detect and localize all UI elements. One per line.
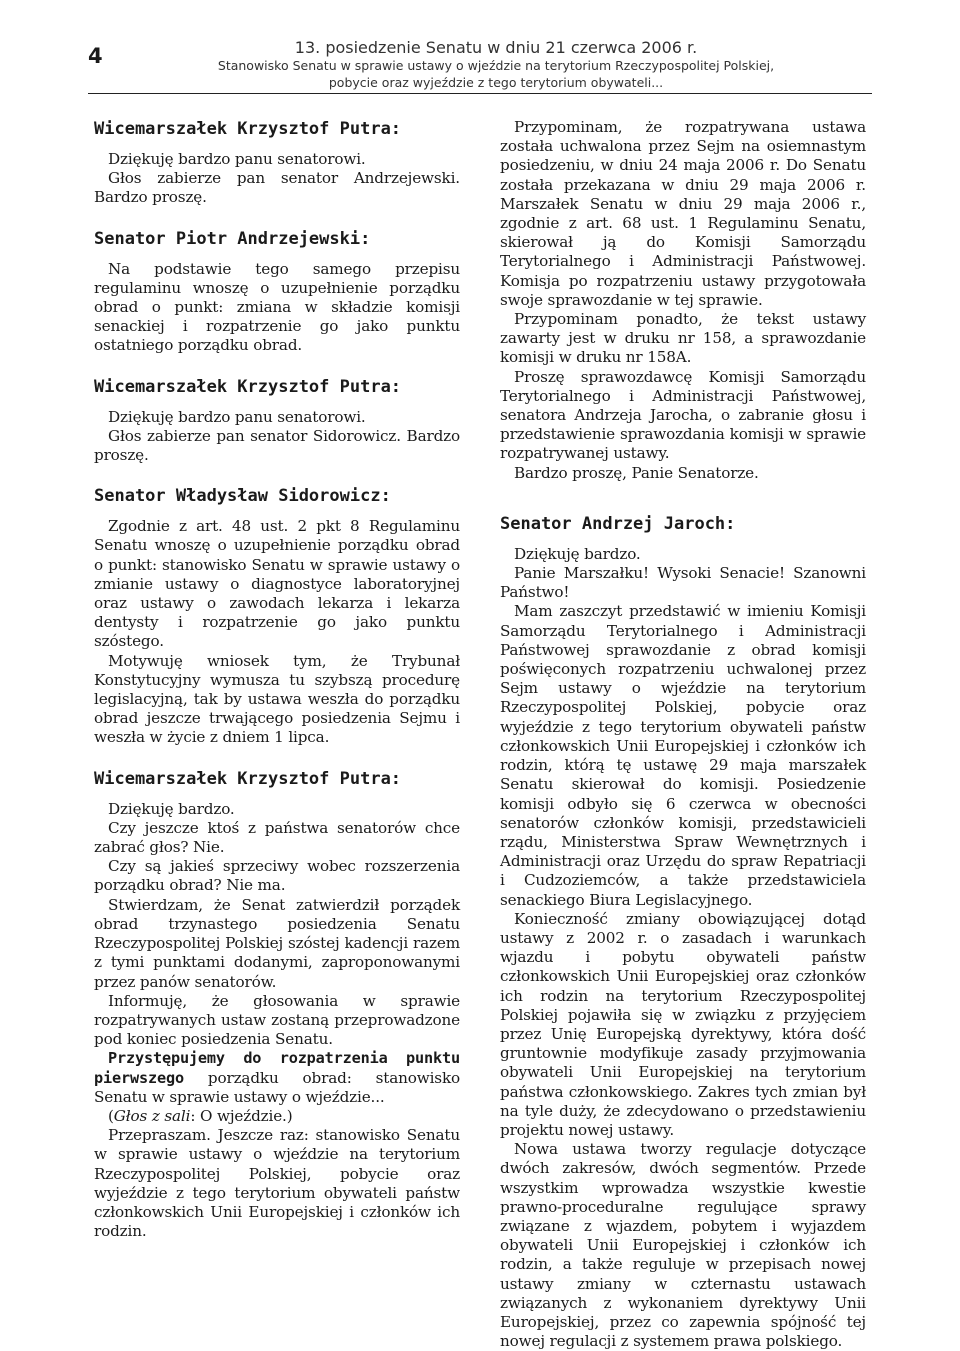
paragraph: Dziękuję bardzo. — [108, 799, 235, 818]
paragraph: Motywuję wniosek tym, że Trybunał Konstytucyjny wymusza tu szybszą procedurę legislacyjną, tak by ustawa weszła do porządku obrad jeszcze trwającego posiedzenia Sejmu i weszła w życie z dniem 1 lipca. — [94, 651, 460, 747]
paragraph: Przypominam, że rozpatrywana ustawa została uchwalona przez Sejm na osiemnastym posiedzeniu, w dniu 24 maja 2006 r. Do Senatu została przekazana w dniu 29 maja 2006 r. Marszałek Senatu w dniu 29 maja 2006 r., zgodnie z art. 68 ust. 1 Regulaminu Senatu, skierował ją do Komisji Samorządu Terytorialnego i Administracji Państwowej. Komisja po rozpatrzeniu ustawy przygotowała swoje sprawozdanie w tej sprawie. — [500, 118, 866, 309]
paragraph: Bardzo proszę, Panie Senatorze. — [514, 463, 759, 482]
speaker-heading: Wicemarszałek Krzysztof Putra: — [94, 376, 402, 397]
paragraph: Informuję, że głosowania w sprawie rozpatrywanych ustaw zostaną przeprowadzone pod koniec posiedzenia Senatu. — [94, 991, 460, 1049]
paragraph: Mam zaszczyt przedstawić w imieniu Komisji Samorządu Terytorialnego i Administracji Państwowej sprawozdanie z obrad komisji poświęconych rozpatrzeniu uchwalonej przez Sejm ustawy o wjeździe na terytorium Rzeczypospolitej Polskiej, pobycie oraz wyjeździe z tego terytorium obywateli państw członkowskich Unii Europejskiej i członków ich rodzin, którą tę ustawę 29 maja marszałek Senatu skierował do komisji. Posiedzenie komisji odbyło się 6 czerwca w obecności senatorów członków komisji, przedstawicieli rządu, Ministerstwa Spraw Wewnętrznych i Administracji oraz Urzędu do spraw Repatriacji i Cudzoziemców, a także przedstawiciela senackiego Biura Legislacyjnego. — [500, 602, 866, 909]
right-column — [500, 118, 866, 1351]
paragraph: Głos zabierze pan senator Andrzejewski. Bardzo proszę. — [94, 169, 460, 207]
paragraph: Czy jeszcze ktoś z państwa senatorów chce zabrać głos? Nie. — [94, 818, 460, 857]
paragraph: Nowa ustawa tworzy regulacje dotyczące dwóch zakresów, dwóch segmentów. Przede wszystkim wprowadza wszystkie kwestie prawno-proceduralne regulujące sprawy związane z wjazdem, pobytem i wyjazdem obywateli Unii Europejskiej i członków ich rodzin, a także reguluje w przepisach nowej ustawy zmiany w czternastu ustawach związanych z wykonaniem dyrektywy Unii Europejskiej, przez co zapewnia spójność tej nowej regulacji z systemem prawa polskiego. — [500, 1140, 866, 1351]
paragraph: Konieczność zmiany obowiązującej dotąd ustawy z 2002 r. o zasadach i warunkach wjazdu i pobytu obywateli państw członkowskich Unii Europejskiej oraz członków ich rodzin na terytorium Rzeczypospolitej Polskiej pojawiła się w związku z przyjęciem przez Unię Europejską dyrektywy, która dość gruntownie modyfikuje zasady przyjmowania obywateli Unii Europejskiej na terytorium państwa członkowskiego. Zakres tych zmian był na tyle duży, że zdecydowano o przedstawieniu projektu nowej ustawy. — [500, 909, 866, 1139]
header-session-line: 13. posiedzenie Senatu w dniu 21 czerwca 2006 r. — [294, 38, 698, 57]
paragraph: Dziękuję bardzo. — [514, 544, 641, 563]
speaker-heading: Senator Piotr Andrzejewski: — [94, 228, 371, 249]
paragraph: Dziękuję bardzo panu senatorowi. — [108, 150, 366, 168]
paragraph: Dziękuję bardzo panu senatorowi. — [108, 407, 366, 426]
paragraph: Głos zabierze pan senator Sidorowicz. Bardzo proszę. — [94, 426, 460, 465]
speaker-heading: Senator Władysław Sidorowicz: — [94, 486, 391, 507]
paragraph: Proszę sprawozdawcę Komisji Samorządu Terytorialnego i Administracji Państwowej, senatora Andrzeja Jarocha, o zabranie głosu i przedstawienie sprawozdania komisji w sprawie rozpatrywanej ustawy. — [500, 367, 866, 463]
left-column — [94, 118, 460, 1241]
header-title-line-1: Stanowisko Senatu w sprawie ustawy o wjeździe na terytorium Rzeczypospolitej Polskiej, — [217, 58, 775, 73]
header-rule — [88, 93, 872, 94]
paragraph: Stwierdzam, że Senat zatwierdził porządek obrad trzynastego posiedzenia Senatu Rzeczypospolitej Polskiej szóstej kadencji razem z tymi punktami dodanymi, zaproponowanymi przez panów senatorów. — [94, 895, 460, 991]
speaker-heading: Wicemarszałek Krzysztof Putra: — [94, 119, 402, 139]
page-number: 4 — [88, 44, 103, 68]
paragraph — [94, 1107, 460, 1126]
interjection-open: ( — [108, 1106, 114, 1125]
agenda-point-text: porządku obrad: stanowisko Senatu w sprawie ustawy o wjeździe... — [94, 1068, 460, 1106]
interjection-source: Głos z sali — [113, 1106, 191, 1125]
paragraph — [94, 1049, 460, 1107]
header-title-line-2: pobycie oraz wyjeździe z tego terytorium obywateli... — [328, 75, 664, 90]
running-header — [120, 38, 872, 91]
paragraph: Zgodnie z art. 48 ust. 2 pkt 8 Regulaminu Senatu wnoszę o uzupełnienie porządku obrad o punkt: stanowisko Senatu w sprawie ustawy o zmianie ustawy o diagnostyce laboratoryjnej oraz ustawy o zawodach lekarza i lekarza dentysty i rozpatrzenie go jako punktu szóstego. — [94, 517, 460, 651]
paragraph: Przepraszam. Jeszcze raz: stanowisko Senatu w sprawie ustawy o wjeździe na terytorium Rzeczypospolitej Polskiej, pobycie oraz wyjeździe z tego terytorium obywateli państw członkowskich Unii Europejskiej i członków ich rodzin. — [94, 1126, 460, 1241]
speaker-heading: Wicemarszałek Krzysztof Putra: — [94, 768, 402, 789]
paragraph: Czy są jakieś sprzeciwy wobec rozszerzenia porządku obrad? Nie ma. — [94, 857, 460, 895]
interjection-text: : O wjeździe.) — [190, 1106, 293, 1125]
agenda-point-lead: Przystępujemy do rozpatrzenia punktu pierwszego — [94, 1049, 460, 1087]
paragraph: Panie Marszałku! Wysoki Senacie! Szanowni Państwo! — [500, 564, 866, 602]
paragraph: Przypominam ponadto, że tekst ustawy zawarty jest w druku nr 158, a sprawozdanie komisji w druku nr 158A. — [500, 310, 866, 367]
speaker-heading: Senator Andrzej Jaroch: — [500, 513, 736, 534]
paragraph: Na podstawie tego samego przepisu regulaminu wnoszę o uzupełnienie porządku obrad o punkt: zmiana w składzie komisji senackiej i rozpatrzenie go jako punktu ostatniego porządku obrad. — [94, 259, 460, 355]
